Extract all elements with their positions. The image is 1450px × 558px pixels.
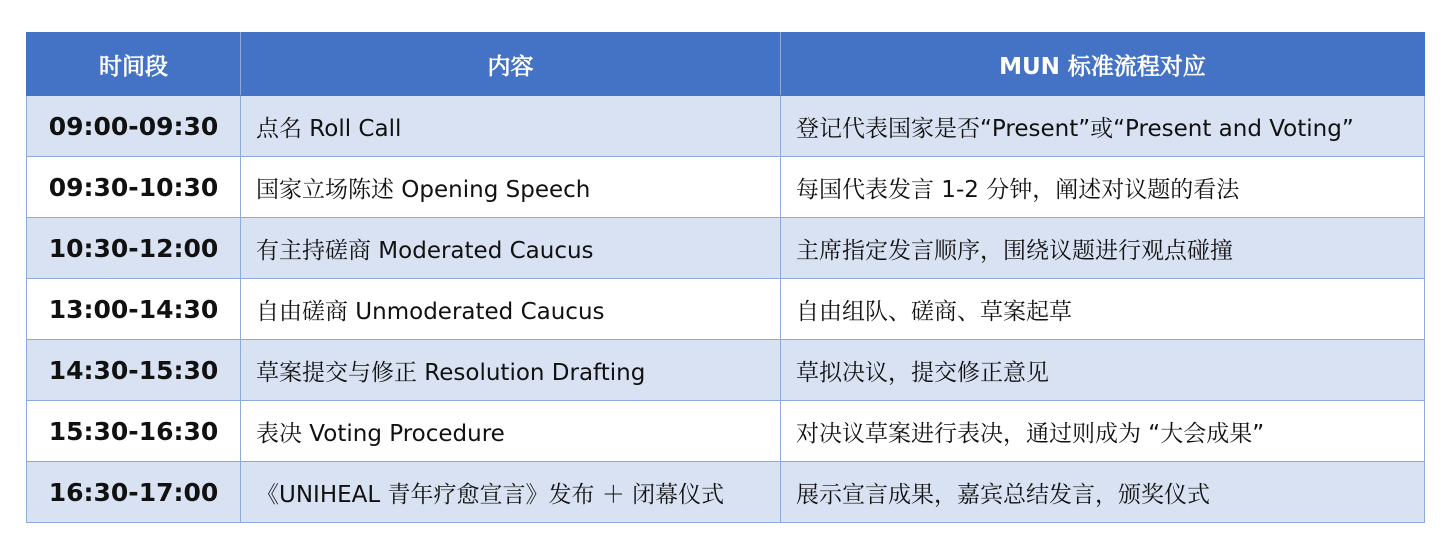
mun-cell: 主席指定发言顺序，围绕议题进行观点碰撞: [781, 218, 1425, 279]
table-header-row: [27, 33, 1425, 96]
content-cell: 表决 Voting Procedure: [241, 401, 781, 462]
table-row: [27, 157, 1425, 218]
table-row: [27, 96, 1425, 157]
time-cell: 10:30-12:00: [27, 218, 241, 279]
mun-cell: 登记代表国家是否“Present”或“Present and Voting”: [781, 96, 1425, 157]
time-cell: 14:30-15:30: [27, 340, 241, 401]
content-cell: 自由磋商 Unmoderated Caucus: [241, 279, 781, 340]
time-cell: 09:00-09:30: [27, 96, 241, 157]
content-cell: 有主持磋商 Moderated Caucus: [241, 218, 781, 279]
mun-cell: 展示宣言成果，嘉宾总结发言，颁奖仪式: [781, 462, 1425, 523]
content-cell: 国家立场陈述 Opening Speech: [241, 157, 781, 218]
header-content: 内容: [241, 33, 781, 96]
table-row: [27, 462, 1425, 523]
content-cell: 《UNIHEAL 青年疗愈宣言》发布 ＋ 闭幕仪式: [241, 462, 781, 523]
table-row: [27, 401, 1425, 462]
time-cell: 09:30-10:30: [27, 157, 241, 218]
table-row: [27, 218, 1425, 279]
table-row: [27, 340, 1425, 401]
mun-cell: 自由组队、磋商、草案起草: [781, 279, 1425, 340]
schedule-table: [26, 32, 1425, 523]
content-cell: 点名 Roll Call: [241, 96, 781, 157]
mun-cell: 草拟决议，提交修正意见: [781, 340, 1425, 401]
header-time-period: 时间段: [27, 33, 241, 96]
time-cell: 13:00-14:30: [27, 279, 241, 340]
content-cell: 草案提交与修正 Resolution Drafting: [241, 340, 781, 401]
mun-cell: 对决议草案进行表决，通过则成为 “大会成果”: [781, 401, 1425, 462]
table-row: [27, 279, 1425, 340]
mun-cell: 每国代表发言 1-2 分钟，阐述对议题的看法: [781, 157, 1425, 218]
time-cell: 16:30-17:00: [27, 462, 241, 523]
time-cell: 15:30-16:30: [27, 401, 241, 462]
header-mun-procedure: MUN 标准流程对应: [781, 33, 1425, 96]
